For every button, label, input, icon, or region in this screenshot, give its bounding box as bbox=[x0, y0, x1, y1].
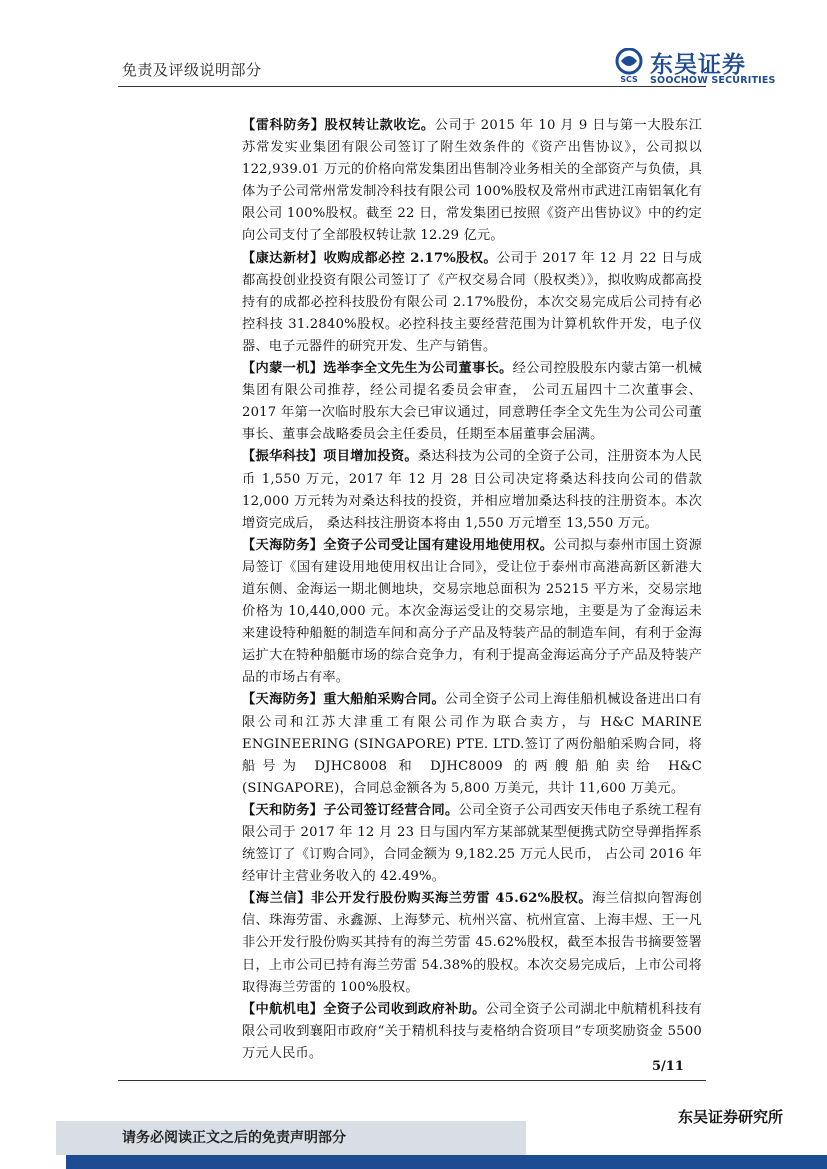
news-item-zhenhua bbox=[242, 446, 702, 534]
news-list bbox=[242, 115, 702, 1065]
news-item-kangda bbox=[242, 248, 702, 358]
news-company-tag: 【振华科技】 bbox=[242, 449, 324, 465]
disclaimer-text: 请务必阅读正文之后的免责声明部分 bbox=[122, 1130, 346, 1146]
news-item-tianhe bbox=[242, 800, 702, 888]
news-body: 公司全资子公司湖北中航精机科技有限公司收到襄阳市政府“关于精机科技与麦格纳合资项目”专项奖励资金 5500 万元人民币。 bbox=[242, 1001, 702, 1061]
logo-mark-text: SCS bbox=[620, 75, 638, 84]
news-body: 海兰信拟向智海创信、珠海劳雷、永鑫源、上海梦元、杭州兴富、杭州宣富、上海丰煜、王一凡非公开发行股份购买其持有的海兰劳雷 45.62%股权，截至本报告书摘要签署日，上市公司已持有海兰劳雷 54.38%的股权。本次交易完成后，上市公司将取得海兰劳雷的 100%股权。 bbox=[242, 891, 703, 995]
news-body: 公司全资子公司上海佳船机械设备进出口有限公司和江苏大津重工有限公司作为联合卖方，与 H&C MARINE ENGINEERING (SINGAPORE) PTE. LTD.签订了两份船舶采购合同，将船号为 DJHC8008 和 DJHC8009 的两艘船舶卖给 H&C (SINGAPORE)，合同总金额各为 5,800 万美元，共计 11,600 万美元。 bbox=[242, 692, 702, 796]
company-logo bbox=[612, 46, 780, 88]
news-item-leike bbox=[242, 115, 702, 248]
soochow-logo-icon bbox=[612, 48, 646, 84]
news-headline: 非公开发行股份购买海兰劳雷 45.62%股权。 bbox=[310, 891, 593, 907]
news-body: 经公司控股股东内蒙古第一机械集团有限公司推荐，经公司提名委员会审查， 公司五届四十二次董事会、2017 年第一次临时股东大会已审议通过，同意聘任李全文先生为公司公司董事长、董事会战略委员会主任委员，任期至本届董事会届满。 bbox=[242, 361, 702, 443]
news-headline: 全资子公司受让国有建设用地使用权。 bbox=[323, 537, 554, 553]
news-headline: 项目增加投资。 bbox=[323, 449, 418, 465]
news-body: 公司全资子公司西安天伟电子系统工程有限公司于 2017 年 12 月 23 日与国内军方某部就某型便携式防空导弹指挥系统签订了《订购合同》，合同金额为 9,182.25 万元人民币， 占公司 2016 年经审计主营业务收入的 42.49%。 bbox=[242, 802, 702, 885]
page-number: 5/11 bbox=[652, 1059, 684, 1074]
news-headline: 子公司签订经营合同。 bbox=[323, 802, 459, 818]
news-company-tag: 【中航机电】 bbox=[242, 1001, 324, 1017]
news-body: 公司于 2015 年 10 月 9 日与第一大股东江苏常发实业集团有限公司签订了附生效条件的《资产出售协议》，公司拟以 122,939.01 万元的价格向常发集团出售制冷业务相关的全部资产与负债，具体为子公司常州常发制冷科技有限公司 100%股权及常州市武进江南铝氧化有限公司 100%股权。截至 22 日，常发集团已按照《资产出售协议》中的约定向公司支付了全部股权转让款 12.29 亿元。 bbox=[242, 118, 702, 244]
footer-brand-band bbox=[66, 1155, 827, 1169]
footer-divider bbox=[118, 1080, 706, 1081]
news-company-tag: 【内蒙一机】 bbox=[242, 361, 324, 377]
news-company-tag: 【雷科防务】 bbox=[242, 118, 325, 133]
news-headline: 全资子公司收到政府补助。 bbox=[323, 1001, 486, 1017]
news-company-tag: 【天和防务】 bbox=[242, 802, 324, 818]
news-company-tag: 【天海防务】 bbox=[242, 692, 324, 708]
news-company-tag: 【海兰信】 bbox=[242, 891, 311, 907]
footer-org-name: 东吴证券研究所 bbox=[678, 1108, 784, 1126]
logo-chinese-name: 东吴证券 bbox=[650, 52, 746, 78]
logo-english-name: SOOCHOW SECURITIES bbox=[650, 75, 776, 86]
header-section-title: 免责及评级说明部分 bbox=[122, 61, 262, 79]
news-body: 公司拟与泰州市国土资源局签订《国有建设用地使用权出让合同》，受让位于泰州市高港高新区新港大道东侧、金海运一期北侧地块，交易宗地总面积为 25215 平方米，交易宗地价格为 10,440,000 元。本次金海运受让的交易宗地，主要是为了金海运未来建设特种船艇的制造车间和高分子产品及特装产品的制造车间，有利于金海运扩大在特种船艇市场的综合竞争力，有利于提高金海运高分子产品及特装产品的市场占有率。 bbox=[242, 537, 703, 686]
news-headline: 收购成都必控 2.17%股权。 bbox=[323, 250, 497, 266]
news-item-neimengyiji bbox=[242, 358, 702, 446]
news-body: 桑达科技为公司的全资子公司，注册资本为人民币 1,550 万元，2017 年 12 月 28 日公司决定将桑达科技向公司的借款 12,000 万元转为对桑达科技的投资，并相应增加桑达科技的注册资本。本次增资完成后， 桑达科技注册资本将由 1,550 万元增至 13,550 万元。 bbox=[242, 449, 702, 531]
news-body: 公司于 2017 年 12 月 22 日与成都高投创业投资有限公司签订了《产权交易合同（股权类）》，拟收购成都高投持有的成都必控科技股份有限公司 2.17%股份，本次交易完成后公司持有必控科技 31.2840%股权。必控科技主要经营范围为计算机软件开发，电子仪器、电子元器件的研究开发、生产与销售。 bbox=[242, 250, 702, 354]
news-item-hailanxin bbox=[242, 888, 702, 998]
news-headline: 重大船舶采购合同。 bbox=[323, 692, 445, 708]
news-item-zhonghang bbox=[242, 999, 702, 1065]
news-company-tag: 【天海防务】 bbox=[242, 537, 324, 553]
news-headline: 选举李全文先生为公司董事长。 bbox=[323, 361, 513, 377]
news-company-tag: 【康达新材】 bbox=[242, 250, 324, 266]
header-divider bbox=[118, 86, 706, 87]
news-item-tianhai-land bbox=[242, 535, 702, 690]
news-headline: 股权转让款收讫。 bbox=[324, 118, 435, 133]
news-item-tianhai-ship bbox=[242, 689, 702, 799]
